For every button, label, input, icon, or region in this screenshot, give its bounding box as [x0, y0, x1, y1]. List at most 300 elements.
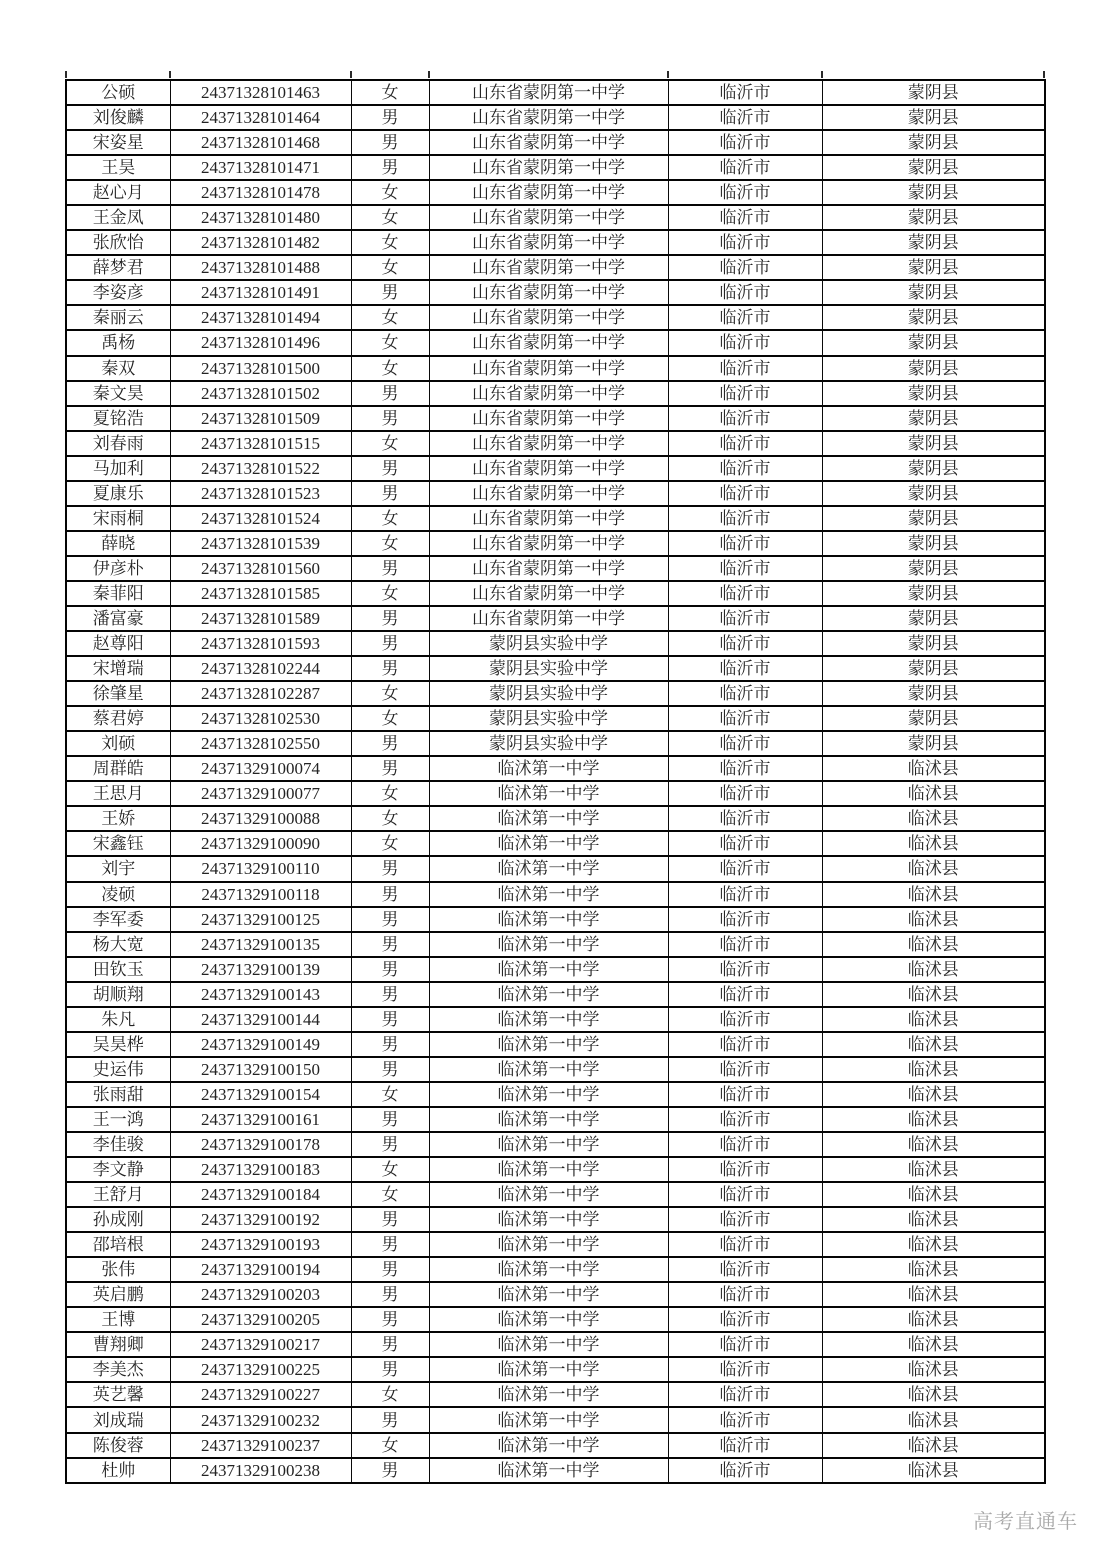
student-name-cell: 杨大宽: [66, 932, 170, 957]
gender-cell: 男: [351, 130, 429, 155]
county-cell: 蒙阴县: [822, 80, 1045, 105]
exam-number-cell: 24371328101496: [170, 330, 351, 355]
gender-cell: 女: [351, 255, 429, 280]
city-cell: 临沂市: [668, 481, 822, 506]
student-name-cell: 曹翔卿: [66, 1332, 170, 1357]
gender-cell: 女: [351, 531, 429, 556]
city-cell: 临沂市: [668, 1107, 822, 1132]
table-row: [66, 756, 1045, 781]
table-row: [66, 205, 1045, 230]
table-row: [66, 431, 1045, 456]
gender-cell: 男: [351, 731, 429, 756]
student-name-cell: 赵尊阳: [66, 631, 170, 656]
table-row: [66, 230, 1045, 255]
city-cell: 临沂市: [668, 982, 822, 1007]
school-cell: 临沭第一中学: [429, 1282, 668, 1307]
exam-number-cell: 24371328101515: [170, 431, 351, 456]
student-name-cell: 周群皓: [66, 756, 170, 781]
county-cell: 蒙阴县: [822, 606, 1045, 631]
gender-cell: 女: [351, 205, 429, 230]
table-row: [66, 1207, 1045, 1232]
table-row: [66, 1232, 1045, 1257]
city-cell: 临沂市: [668, 656, 822, 681]
exam-number-cell: 24371328102244: [170, 656, 351, 681]
gender-cell: 女: [351, 1182, 429, 1207]
city-cell: 临沂市: [668, 280, 822, 305]
table-row: [66, 1182, 1045, 1207]
school-cell: 临沭第一中学: [429, 756, 668, 781]
school-cell: 临沭第一中学: [429, 831, 668, 856]
student-name-cell: 英启鹏: [66, 1282, 170, 1307]
table-row: [66, 155, 1045, 180]
gender-cell: 女: [351, 681, 429, 706]
city-cell: 临沂市: [668, 932, 822, 957]
gender-cell: 男: [351, 631, 429, 656]
city-cell: 临沂市: [668, 130, 822, 155]
county-cell: 临沭县: [822, 1357, 1045, 1382]
county-cell: 临沭县: [822, 1382, 1045, 1407]
school-cell: 临沭第一中学: [429, 1032, 668, 1057]
city-cell: 临沂市: [668, 1207, 822, 1232]
county-cell: 蒙阴县: [822, 556, 1045, 581]
gender-cell: 男: [351, 1282, 429, 1307]
city-cell: 临沂市: [668, 105, 822, 130]
exam-number-cell: 24371329100178: [170, 1132, 351, 1157]
exam-number-cell: 24371328101589: [170, 606, 351, 631]
county-cell: 蒙阴县: [822, 656, 1045, 681]
county-cell: 临沭县: [822, 1407, 1045, 1432]
city-cell: 临沂市: [668, 431, 822, 456]
gender-cell: 女: [351, 1433, 429, 1458]
gender-cell: 男: [351, 756, 429, 781]
school-cell: 临沭第一中学: [429, 1107, 668, 1132]
exam-number-cell: 24371328101539: [170, 531, 351, 556]
county-cell: 蒙阴县: [822, 280, 1045, 305]
student-name-cell: 刘成瑞: [66, 1407, 170, 1432]
exam-number-cell: 24371329100154: [170, 1082, 351, 1107]
exam-number-cell: 24371329100227: [170, 1382, 351, 1407]
school-cell: 临沭第一中学: [429, 1057, 668, 1082]
gender-cell: 男: [351, 606, 429, 631]
exam-number-cell: 24371329100135: [170, 932, 351, 957]
table-row: [66, 1433, 1045, 1458]
exam-number-cell: 24371328101502: [170, 381, 351, 406]
student-name-cell: 李姿彦: [66, 280, 170, 305]
table-row: [66, 556, 1045, 581]
school-cell: 临沭第一中学: [429, 932, 668, 957]
city-cell: 临沂市: [668, 706, 822, 731]
student-name-cell: 吴昊桦: [66, 1032, 170, 1057]
gender-cell: 男: [351, 456, 429, 481]
school-cell: 临沭第一中学: [429, 1458, 668, 1483]
gender-cell: 男: [351, 907, 429, 932]
student-name-cell: 田钦玉: [66, 957, 170, 982]
table-row: [66, 356, 1045, 381]
table-row: [66, 1282, 1045, 1307]
exam-number-cell: 24371328101585: [170, 581, 351, 606]
student-name-cell: 薛梦君: [66, 255, 170, 280]
school-cell: 山东省蒙阴第一中学: [429, 556, 668, 581]
student-name-cell: 宋姿星: [66, 130, 170, 155]
gender-cell: 男: [351, 1257, 429, 1282]
school-cell: 山东省蒙阴第一中学: [429, 406, 668, 431]
table-row: [66, 105, 1045, 130]
exam-number-cell: 24371329100205: [170, 1307, 351, 1332]
table-row: [66, 1132, 1045, 1157]
exam-number-cell: 24371328101494: [170, 305, 351, 330]
student-name-cell: 李美杰: [66, 1357, 170, 1382]
exam-number-cell: 24371329100161: [170, 1107, 351, 1132]
exam-number-cell: 24371329100139: [170, 957, 351, 982]
school-cell: 山东省蒙阴第一中学: [429, 205, 668, 230]
exam-number-cell: 24371329100110: [170, 856, 351, 881]
table-row: [66, 856, 1045, 881]
school-cell: 山东省蒙阴第一中学: [429, 105, 668, 130]
student-name-cell: 伊彦朴: [66, 556, 170, 581]
county-cell: 蒙阴县: [822, 205, 1045, 230]
city-cell: 临沂市: [668, 831, 822, 856]
school-cell: 山东省蒙阴第一中学: [429, 531, 668, 556]
city-cell: 临沂市: [668, 1257, 822, 1282]
student-name-cell: 潘富豪: [66, 606, 170, 631]
gender-cell: 男: [351, 1032, 429, 1057]
county-cell: 蒙阴县: [822, 356, 1045, 381]
student-name-cell: 秦丽云: [66, 305, 170, 330]
table-row: [66, 706, 1045, 731]
gender-cell: 男: [351, 481, 429, 506]
gender-cell: 男: [351, 406, 429, 431]
school-cell: 临沭第一中学: [429, 1132, 668, 1157]
gender-cell: 男: [351, 1132, 429, 1157]
exam-number-cell: 24371329100077: [170, 781, 351, 806]
column-border-stub: [65, 71, 67, 78]
column-border-stub: [1043, 71, 1045, 78]
exam-number-cell: 24371328101560: [170, 556, 351, 581]
exam-number-cell: 24371328101491: [170, 280, 351, 305]
county-cell: 临沭县: [822, 932, 1045, 957]
student-name-cell: 秦双: [66, 356, 170, 381]
table-row: [66, 506, 1045, 531]
watermark-text: 高考直通车: [973, 1511, 1078, 1533]
gender-cell: 女: [351, 1082, 429, 1107]
exam-number-cell: 24371328101593: [170, 631, 351, 656]
school-cell: 山东省蒙阴第一中学: [429, 456, 668, 481]
county-cell: 蒙阴县: [822, 130, 1045, 155]
school-cell: 山东省蒙阴第一中学: [429, 330, 668, 355]
city-cell: 临沂市: [668, 305, 822, 330]
table-row: [66, 957, 1045, 982]
gender-cell: 男: [351, 932, 429, 957]
student-name-cell: 刘硕: [66, 731, 170, 756]
exam-number-cell: 24371328101500: [170, 356, 351, 381]
table-row: [66, 406, 1045, 431]
student-name-cell: 史运伟: [66, 1057, 170, 1082]
county-cell: 临沭县: [822, 1082, 1045, 1107]
student-name-cell: 张欣怡: [66, 230, 170, 255]
table-row: [66, 731, 1045, 756]
county-cell: 蒙阴县: [822, 330, 1045, 355]
table-row: [66, 1032, 1045, 1057]
county-cell: 蒙阴县: [822, 180, 1045, 205]
school-cell: 临沭第一中学: [429, 1307, 668, 1332]
gender-cell: 女: [351, 230, 429, 255]
student-name-cell: 王昊: [66, 155, 170, 180]
exam-number-cell: 24371328101464: [170, 105, 351, 130]
gender-cell: 男: [351, 1307, 429, 1332]
county-cell: 临沭县: [822, 907, 1045, 932]
table-row: [66, 1057, 1045, 1082]
county-cell: 蒙阴县: [822, 531, 1045, 556]
city-cell: 临沂市: [668, 581, 822, 606]
city-cell: 临沂市: [668, 731, 822, 756]
table-row: [66, 1157, 1045, 1182]
city-cell: 临沂市: [668, 406, 822, 431]
table-row: [66, 1407, 1045, 1432]
student-name-cell: 凌硕: [66, 882, 170, 907]
school-cell: 临沭第一中学: [429, 1007, 668, 1032]
table-row: [66, 882, 1045, 907]
city-cell: 临沂市: [668, 1057, 822, 1082]
city-cell: 临沂市: [668, 1232, 822, 1257]
gender-cell: 男: [351, 656, 429, 681]
student-name-cell: 王一鸿: [66, 1107, 170, 1132]
table-row: [66, 456, 1045, 481]
table-row: [66, 330, 1045, 355]
exam-number-cell: 24371328101463: [170, 80, 351, 105]
table-row: [66, 280, 1045, 305]
student-name-cell: 蔡君婷: [66, 706, 170, 731]
city-cell: 临沂市: [668, 1007, 822, 1032]
school-cell: 山东省蒙阴第一中学: [429, 305, 668, 330]
table-row: [66, 1257, 1045, 1282]
exam-number-cell: 24371329100143: [170, 982, 351, 1007]
table-row: [66, 907, 1045, 932]
school-cell: 山东省蒙阴第一中学: [429, 230, 668, 255]
gender-cell: 女: [351, 80, 429, 105]
gender-cell: 男: [351, 280, 429, 305]
school-cell: 山东省蒙阴第一中学: [429, 155, 668, 180]
county-cell: 蒙阴县: [822, 155, 1045, 180]
school-cell: 山东省蒙阴第一中学: [429, 280, 668, 305]
county-cell: 蒙阴县: [822, 731, 1045, 756]
table-row: [66, 531, 1045, 556]
table-row: [66, 1082, 1045, 1107]
school-cell: 临沭第一中学: [429, 882, 668, 907]
city-cell: 临沂市: [668, 1357, 822, 1382]
school-cell: 蒙阴县实验中学: [429, 681, 668, 706]
table-row: [66, 631, 1045, 656]
city-cell: 临沂市: [668, 531, 822, 556]
school-cell: 蒙阴县实验中学: [429, 706, 668, 731]
county-cell: 蒙阴县: [822, 456, 1045, 481]
county-cell: 临沭县: [822, 1107, 1045, 1132]
gender-cell: 女: [351, 506, 429, 531]
student-name-cell: 刘春雨: [66, 431, 170, 456]
county-cell: 临沭县: [822, 1433, 1045, 1458]
city-cell: 临沂市: [668, 1082, 822, 1107]
column-border-stub: [350, 71, 352, 78]
student-name-cell: 杜帅: [66, 1458, 170, 1483]
student-name-cell: 张伟: [66, 1257, 170, 1282]
school-cell: 临沭第一中学: [429, 1407, 668, 1432]
county-cell: 临沭县: [822, 1207, 1045, 1232]
exam-number-cell: 24371329100193: [170, 1232, 351, 1257]
exam-number-cell: 24371329100090: [170, 831, 351, 856]
city-cell: 临沂市: [668, 456, 822, 481]
city-cell: 临沂市: [668, 180, 822, 205]
school-cell: 临沭第一中学: [429, 1182, 668, 1207]
student-name-cell: 英艺馨: [66, 1382, 170, 1407]
exam-number-cell: 24371328101509: [170, 406, 351, 431]
gender-cell: 女: [351, 831, 429, 856]
county-cell: 蒙阴县: [822, 481, 1045, 506]
table-row: [66, 1357, 1045, 1382]
school-cell: 山东省蒙阴第一中学: [429, 431, 668, 456]
column-border-stub: [667, 71, 669, 78]
city-cell: 临沂市: [668, 806, 822, 831]
student-name-cell: 马加利: [66, 456, 170, 481]
county-cell: 临沭县: [822, 1057, 1045, 1082]
county-cell: 蒙阴县: [822, 681, 1045, 706]
exam-number-cell: 24371329100150: [170, 1057, 351, 1082]
gender-cell: 女: [351, 1157, 429, 1182]
city-cell: 临沂市: [668, 230, 822, 255]
county-cell: 蒙阴县: [822, 305, 1045, 330]
gender-cell: 女: [351, 330, 429, 355]
county-cell: 临沭县: [822, 806, 1045, 831]
table-row: [66, 806, 1045, 831]
gender-cell: 女: [351, 305, 429, 330]
exam-number-cell: 24371329100203: [170, 1282, 351, 1307]
city-cell: 临沂市: [668, 1307, 822, 1332]
gender-cell: 女: [351, 581, 429, 606]
student-name-cell: 李佳骏: [66, 1132, 170, 1157]
school-cell: 临沭第一中学: [429, 1332, 668, 1357]
school-cell: 临沭第一中学: [429, 1232, 668, 1257]
school-cell: 临沭第一中学: [429, 1382, 668, 1407]
city-cell: 临沂市: [668, 1382, 822, 1407]
school-cell: 临沭第一中学: [429, 1433, 668, 1458]
gender-cell: 男: [351, 381, 429, 406]
city-cell: 临沂市: [668, 631, 822, 656]
county-cell: 临沭县: [822, 882, 1045, 907]
table-row: [66, 656, 1045, 681]
county-cell: 蒙阴县: [822, 706, 1045, 731]
school-cell: 蒙阴县实验中学: [429, 656, 668, 681]
city-cell: 临沂市: [668, 381, 822, 406]
county-cell: 临沭县: [822, 1232, 1045, 1257]
student-name-cell: 孙成刚: [66, 1207, 170, 1232]
exam-number-cell: 24371328102550: [170, 731, 351, 756]
gender-cell: 女: [351, 431, 429, 456]
table-row: [66, 255, 1045, 280]
school-cell: 山东省蒙阴第一中学: [429, 481, 668, 506]
table-row: [66, 1458, 1045, 1483]
county-cell: 蒙阴县: [822, 431, 1045, 456]
gender-cell: 女: [351, 356, 429, 381]
student-name-cell: 王博: [66, 1307, 170, 1332]
school-cell: 临沭第一中学: [429, 1207, 668, 1232]
city-cell: 临沂市: [668, 1157, 822, 1182]
student-name-cell: 宋雨桐: [66, 506, 170, 531]
county-cell: 蒙阴县: [822, 255, 1045, 280]
city-cell: 临沂市: [668, 1332, 822, 1357]
table-row: [66, 305, 1045, 330]
table-row: [66, 781, 1045, 806]
school-cell: 山东省蒙阴第一中学: [429, 255, 668, 280]
city-cell: 临沂市: [668, 1458, 822, 1483]
county-cell: 蒙阴县: [822, 230, 1045, 255]
city-cell: 临沂市: [668, 957, 822, 982]
exam-number-cell: 24371328101480: [170, 205, 351, 230]
city-cell: 临沂市: [668, 1032, 822, 1057]
exam-number-cell: 24371328101522: [170, 456, 351, 481]
table-row: [66, 381, 1045, 406]
student-name-cell: 胡顺翔: [66, 982, 170, 1007]
gender-cell: 男: [351, 105, 429, 130]
gender-cell: 男: [351, 1458, 429, 1483]
student-name-cell: 宋增瑞: [66, 656, 170, 681]
exam-number-cell: 24371328101471: [170, 155, 351, 180]
exam-number-cell: 24371329100074: [170, 756, 351, 781]
student-name-cell: 陈俊蓉: [66, 1433, 170, 1458]
gender-cell: 男: [351, 1057, 429, 1082]
table-row: [66, 180, 1045, 205]
exam-number-cell: 24371329100118: [170, 882, 351, 907]
school-cell: 山东省蒙阴第一中学: [429, 581, 668, 606]
table-row: [66, 80, 1045, 105]
exam-number-cell: 24371329100088: [170, 806, 351, 831]
county-cell: 临沭县: [822, 982, 1045, 1007]
city-cell: 临沂市: [668, 1282, 822, 1307]
county-cell: 临沭县: [822, 957, 1045, 982]
table-row: [66, 982, 1045, 1007]
gender-cell: 女: [351, 706, 429, 731]
county-cell: 临沭县: [822, 1182, 1045, 1207]
student-name-cell: 薛晓: [66, 531, 170, 556]
gender-cell: 男: [351, 1107, 429, 1132]
school-cell: 临沭第一中学: [429, 982, 668, 1007]
gender-cell: 男: [351, 957, 429, 982]
student-roster-table: [65, 79, 1046, 1484]
school-cell: 山东省蒙阴第一中学: [429, 506, 668, 531]
county-cell: 蒙阴县: [822, 105, 1045, 130]
gender-cell: 女: [351, 806, 429, 831]
school-cell: 临沭第一中学: [429, 781, 668, 806]
exam-number-cell: 24371328101478: [170, 180, 351, 205]
table-row: [66, 606, 1045, 631]
county-cell: 临沭县: [822, 756, 1045, 781]
exam-number-cell: 24371329100192: [170, 1207, 351, 1232]
county-cell: 临沭县: [822, 1307, 1045, 1332]
city-cell: 临沂市: [668, 155, 822, 180]
school-cell: 山东省蒙阴第一中学: [429, 180, 668, 205]
school-cell: 山东省蒙阴第一中学: [429, 381, 668, 406]
exam-number-cell: 24371328101524: [170, 506, 351, 531]
county-cell: 临沭县: [822, 1132, 1045, 1157]
exam-number-cell: 24371328101468: [170, 130, 351, 155]
county-cell: 蒙阴县: [822, 506, 1045, 531]
county-cell: 临沭县: [822, 1332, 1045, 1357]
gender-cell: 男: [351, 1207, 429, 1232]
county-cell: 临沭县: [822, 781, 1045, 806]
student-name-cell: 公硕: [66, 80, 170, 105]
table-row: [66, 1382, 1045, 1407]
student-name-cell: 徐肇星: [66, 681, 170, 706]
table-row: [66, 681, 1045, 706]
student-name-cell: 秦菲阳: [66, 581, 170, 606]
city-cell: 临沂市: [668, 856, 822, 881]
